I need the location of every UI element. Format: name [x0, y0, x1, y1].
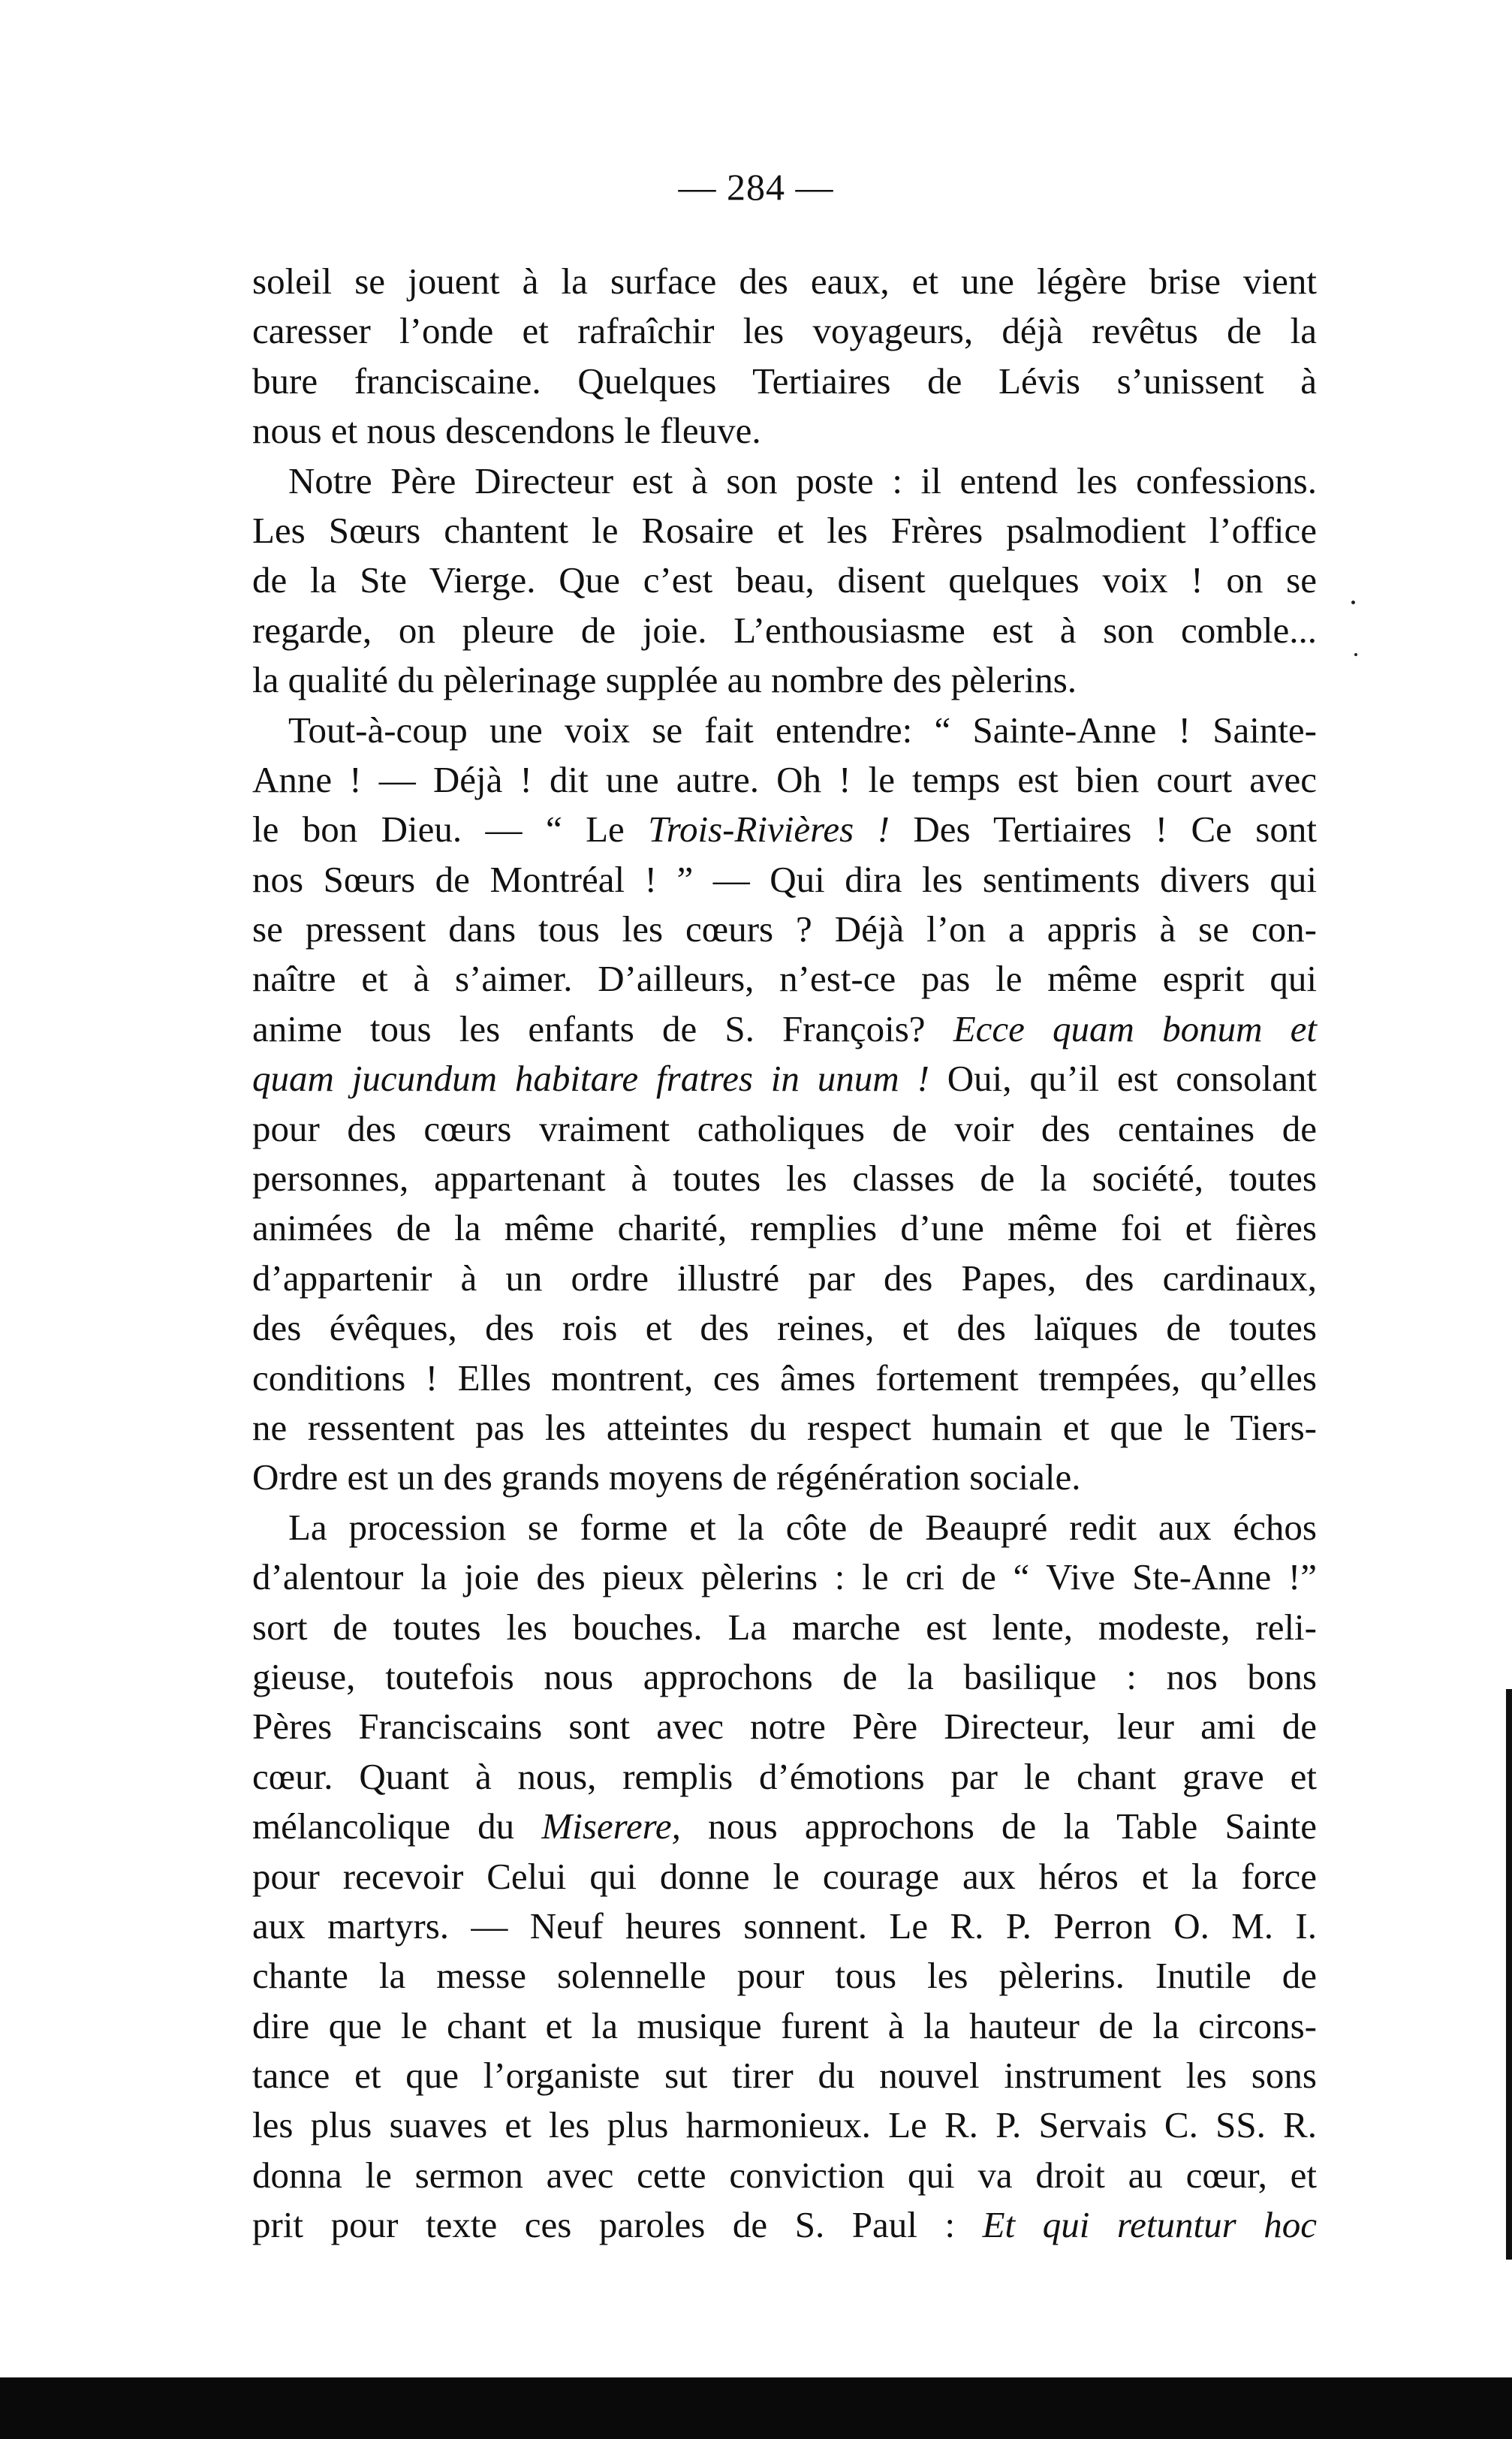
text-line: [252, 257, 1317, 306]
text-line: [252, 1852, 1317, 1902]
scan-speck: [1351, 601, 1355, 604]
text-run: Des Tertiaires ! Ce sont: [889, 808, 1317, 851]
text-line: [252, 1752, 1317, 1802]
text-line: [252, 1802, 1317, 1851]
text-line: [252, 1203, 1317, 1253]
text-line: [252, 406, 1317, 456]
text-line: [252, 2001, 1317, 2051]
text-run: Tout-à-coup une voix se fait entendre: “ Sainte-Anne ! Sainte-: [288, 709, 1317, 751]
text-line: [252, 1154, 1317, 1203]
text-line: [252, 2100, 1317, 2150]
text-run: Anne ! — Déjà ! dit une autre. Oh ! le temps est bien court avec: [252, 758, 1317, 800]
text-line: [252, 1902, 1317, 1951]
text-run: aux martyrs. — Neuf heures sonnent. Le R. P. Perron O. M. I.: [252, 1905, 1317, 1947]
text-run: nos Sœurs de Montréal ! ” — Qui dira les sentiments divers qui: [252, 858, 1317, 900]
text-run: pour des cœurs vraiment catholiques de voir des centaines de: [252, 1107, 1317, 1149]
text-run: bure franciscaine. Quelques Tertiaires de Lévis s’unissent à: [252, 360, 1317, 402]
text-line: [252, 1004, 1317, 1054]
scan-bottom-edge: [0, 2377, 1512, 2439]
text-run: d’appartenir à un ordre illustré par des Papes, des cardinaux,: [252, 1257, 1317, 1299]
text-run: regarde, on pleure de joie. L’enthousiasme est à son comble...: [252, 609, 1317, 651]
italic-text: Et qui retuntur hoc: [982, 2204, 1317, 2246]
text-line: [252, 905, 1317, 954]
italic-text: quam jucundum habitare fratres in unum !: [252, 1058, 929, 1100]
text-run: de la Ste Vierge. Que c’est beau, disent quelques voix ! on se: [252, 559, 1317, 601]
scan-edge-mark: [1506, 1689, 1512, 2260]
text-line: [252, 1254, 1317, 1303]
text-line: [252, 805, 1317, 854]
text-run: tance et que l’organiste sut tirer du nouvel instrument les sons: [252, 2055, 1317, 2097]
text-line: [252, 706, 1317, 755]
text-run: prit pour texte ces paroles de S. Paul :: [252, 2204, 983, 2246]
text-run: animées de la même charité, remplies d’une même foi et fières: [252, 1207, 1317, 1249]
text-line: [252, 456, 1317, 506]
body-text: [252, 257, 1317, 2251]
text-line: [252, 2151, 1317, 2200]
text-run: les plus suaves et les plus harmonieux. Le R. P. Servais C. SS. R.: [252, 2104, 1317, 2146]
text-run: personnes, appartenant à toutes les classes de la société, toutes: [252, 1158, 1317, 1200]
text-line: [252, 855, 1317, 905]
text-line: [252, 755, 1317, 805]
text-line: [252, 556, 1317, 605]
text-run: gieuse, toutefois nous approchons de la basilique : nos bons: [252, 1655, 1317, 1697]
text-line: [252, 1652, 1317, 1702]
text-line: [252, 954, 1317, 1004]
text-line: [252, 1104, 1317, 1154]
text-run: caresser l’onde et rafraîchir les voyageurs, déjà revêtus de la: [252, 310, 1317, 352]
text-line: [252, 1403, 1317, 1453]
text-run: se pressent dans tous les cœurs ? Déjà l’on a appris à se con-: [252, 908, 1317, 950]
page-number: — 284 —: [678, 166, 834, 208]
text-line: [252, 606, 1317, 655]
text-run: naître et à s’aimer. D’ailleurs, n’est-ce pas le même esprit qui: [252, 958, 1317, 1000]
text-run: le bon Dieu. — “ Le: [252, 808, 649, 851]
text-line: [252, 2051, 1317, 2100]
scan-speck: [1354, 653, 1357, 656]
text-line: [252, 2200, 1317, 2250]
text-line: [252, 1951, 1317, 2001]
text-line: [252, 1054, 1317, 1104]
text-line: [252, 1552, 1317, 1602]
italic-text: Ecce quam bonum et: [953, 1007, 1317, 1049]
text-run: chante la messe solennelle pour tous les pèlerins. Inutile de: [252, 1955, 1317, 1997]
text-run: soleil se jouent à la surface des eaux, et une légère brise vient: [252, 260, 1317, 302]
text-run: cœur. Quant à nous, remplis d’émotions par le chant grave et: [252, 1755, 1317, 1797]
italic-text: Trois-Rivières !: [648, 808, 890, 851]
text-line: [252, 306, 1317, 356]
text-run: mélancolique du: [252, 1805, 542, 1847]
text-run: d’alentour la joie des pieux pèlerins : le cri de “ Vive Ste-Anne !”: [252, 1556, 1317, 1598]
text-line: [252, 357, 1317, 406]
text-run: sort de toutes les bouches. La marche est lente, modeste, reli-: [252, 1606, 1317, 1648]
text-run: La procession se forme et la côte de Beaupré redit aux échos: [288, 1506, 1317, 1548]
text-run: Pères Franciscains sont avec notre Père Directeur, leur ami de: [252, 1706, 1317, 1748]
text-run: Oui, qu’il est consolant: [929, 1058, 1317, 1100]
text-line: [252, 1353, 1317, 1403]
text-run: pour recevoir Celui qui donne le courage aux héros et la force: [252, 1855, 1317, 1897]
text-run: donna le sermon avec cette conviction qui va droit au cœur, et: [252, 2154, 1317, 2196]
text-line: [252, 1453, 1317, 1502]
text-line: [252, 655, 1317, 705]
text-run: nous et nous descendons le fleuve.: [252, 410, 761, 452]
text-run: conditions ! Elles montrent, ces âmes fortement trempées, qu’elles: [252, 1357, 1317, 1399]
text-run: ne ressentent pas les atteintes du respect humain et que le Tiers-: [252, 1406, 1317, 1448]
text-run: anime tous les enfants de S. François?: [252, 1007, 953, 1049]
text-run: dire que le chant et la musique furent à la hauteur de la circons-: [252, 2004, 1317, 2046]
text-run: nous approchons de la Table Sainte: [680, 1805, 1317, 1847]
text-run: Les Sœurs chantent le Rosaire et les Frères psalmodient l’office: [252, 509, 1317, 551]
text-line: [252, 1503, 1317, 1552]
text-line: [252, 1603, 1317, 1652]
italic-text: Miserere,: [541, 1805, 681, 1847]
text-run: Notre Père Directeur est à son poste : il entend les confessions.: [288, 459, 1317, 501]
text-line: [252, 506, 1317, 556]
text-line: [252, 1702, 1317, 1751]
text-run: Ordre est un des grands moyens de régénération sociale.: [252, 1456, 1081, 1498]
text-run: des évêques, des rois et des reines, et des laïques de toutes: [252, 1307, 1317, 1349]
text-line: [252, 1303, 1317, 1353]
text-run: la qualité du pèlerinage supplée au nombre des pèlerins.: [252, 659, 1077, 701]
